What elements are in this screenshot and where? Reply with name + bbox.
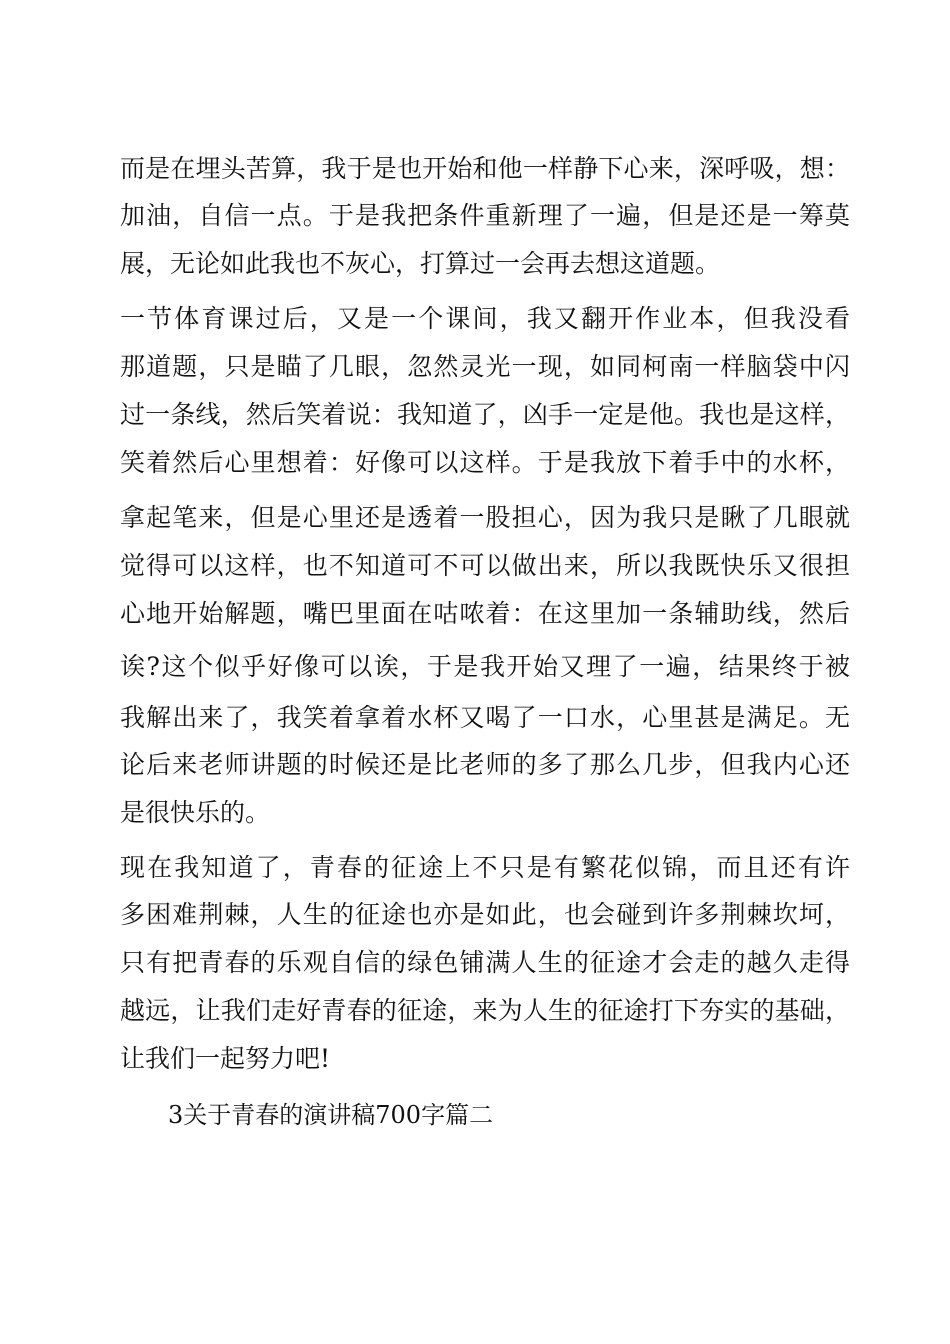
paragraph-line: 展，无论如此我也不灰心，打算过一会再去想这道题。 (120, 249, 721, 278)
paragraph-line: 觉得可以这样，也不知道可不可以做出来，所以我既快乐又很担 (120, 551, 850, 580)
paragraph-line: 是很快乐的。 (120, 798, 271, 827)
paragraph-line: 诶?这个似乎好像可以诶，于是我开始又理了一遍，结果终于被 (120, 652, 850, 681)
paragraph-line: 让我们一起努力吧! (120, 1044, 331, 1073)
section-heading: 3关于青春的演讲稿700字篇二 (168, 1101, 494, 1129)
paragraph-line: 加油，自信一点。于是我把条件重新理了一遍，但是还是一筹莫 (120, 201, 850, 230)
paragraph-line: 我解出来了，我笑着拿着水杯又喝了一口水，心里甚是满足。无 (120, 703, 850, 732)
paragraph-line: 笑着然后心里想着：好像可以这样。于是我放下着手中的水杯， (120, 448, 850, 477)
paragraph-line: 多困难荆棘，人生的征途也亦是如此，也会碰到许多荆棘坎坷， (120, 900, 850, 929)
paragraph-line: 论后来老师讲题的时候还是比老师的多了那么几步，但我内心还 (120, 750, 850, 779)
paragraph-line: 那道题，只是瞄了几眼，忽然灵光一现，如同柯南一样脑袋中闪 (120, 352, 850, 381)
paragraph-line: 现在我知道了，青春的征途上不只是有繁花似锦，而且还有许 (120, 853, 850, 882)
paragraph-line: 心地开始解题，嘴巴里面在咕哝着：在这里加一条辅助线，然后 (120, 599, 850, 628)
paragraph-line: 只有把青春的乐观自信的绿色铺满人生的征途才会走的越久走得 (120, 948, 850, 977)
paragraph-line: 过一条线，然后笑着说：我知道了，凶手一定是他。我也是这样， (120, 400, 850, 429)
paragraph-line: 拿起笔来，但是心里还是透着一股担心，因为我只是瞅了几眼就 (120, 503, 850, 532)
paragraph-line: 越远，让我们走好青春的征途，来为人生的征途打下夯实的基础， (120, 996, 850, 1025)
paragraph-line: 一节体育课过后，又是一个课间，我又翻开作业本，但我没看 (120, 304, 850, 333)
paragraph-line: 而是在埋头苦算，我于是也开始和他一样静下心来，深呼吸，想： (120, 154, 850, 183)
